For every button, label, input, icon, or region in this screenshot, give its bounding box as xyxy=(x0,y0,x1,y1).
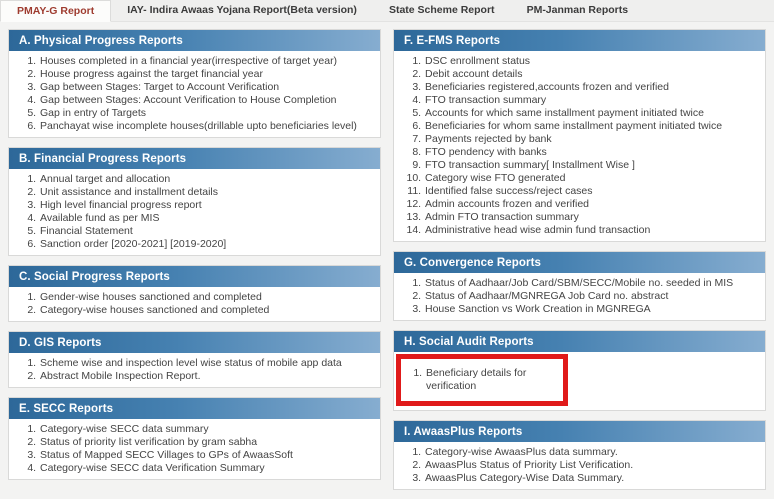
report-link[interactable]: 1. Annual target and allocation xyxy=(39,173,372,186)
report-link[interactable]: 12. Admin accounts frozen and verified xyxy=(424,198,757,211)
section-a-title: A. Physical Progress Reports xyxy=(9,30,380,51)
report-link[interactable]: 2. Status of priority list verification by gram sabha xyxy=(39,436,372,449)
report-link[interactable]: 8. FTO pendency with banks xyxy=(424,146,757,159)
tab-pm-janman-reports[interactable]: PM-Janman Reports xyxy=(526,4,629,16)
section-awaasplus-reports xyxy=(393,420,766,490)
section-g-list xyxy=(398,277,757,316)
report-link[interactable]: 4. Category-wise SECC data Verification Summary xyxy=(39,462,372,475)
section-b-list xyxy=(13,173,372,251)
report-link[interactable]: 3. AwaasPlus Category-Wise Data Summary. xyxy=(424,472,757,485)
section-d-list xyxy=(13,357,372,383)
section-physical-progress-reports xyxy=(8,29,381,138)
report-link[interactable]: 1. Scheme wise and inspection level wise status of mobile app data xyxy=(39,357,372,370)
section-social-progress-reports xyxy=(8,265,381,322)
report-link[interactable]: 4. Gap between Stages: Account Verification to House Completion xyxy=(39,94,372,107)
right-column xyxy=(393,29,766,499)
section-h-list xyxy=(401,367,561,393)
report-link[interactable]: 2. Category-wise houses sanctioned and completed xyxy=(39,304,372,317)
report-link-beneficiary-details[interactable]: 1. Beneficiary details for verification xyxy=(425,367,561,393)
section-secc-reports xyxy=(8,397,381,480)
section-i-title: I. AwaasPlus Reports xyxy=(394,421,765,442)
section-g-title: G. Convergence Reports xyxy=(394,252,765,273)
left-column xyxy=(8,29,381,499)
section-c-title: C. Social Progress Reports xyxy=(9,266,380,287)
report-link[interactable]: 1. Category-wise SECC data summary xyxy=(39,423,372,436)
report-link[interactable]: 13. Admin FTO transaction summary xyxy=(424,211,757,224)
report-link[interactable]: 9. FTO transaction summary[ Installment Wise ] xyxy=(424,159,757,172)
red-highlight-box xyxy=(396,354,568,406)
report-link[interactable]: 7. Payments rejected by bank xyxy=(424,133,757,146)
report-link[interactable]: 5. Gap in entry of Targets xyxy=(39,107,372,120)
report-link[interactable]: 4. FTO transaction summary xyxy=(424,94,757,107)
report-link[interactable]: 6. Panchayat wise incomplete houses(drillable upto beneficiaries level) xyxy=(39,120,372,133)
section-a-list xyxy=(13,55,372,133)
report-link[interactable]: 14. Administrative head wise admin fund transaction xyxy=(424,224,757,237)
report-link[interactable]: 10. Category wise FTO generated xyxy=(424,172,757,185)
report-link[interactable]: 2. Status of Aadhaar/MGNREGA Job Card no. abstract xyxy=(424,290,757,303)
report-link[interactable]: 1. Category-wise AwaasPlus data summary. xyxy=(424,446,757,459)
report-link[interactable]: 3. House Sanction vs Work Creation in MGNREGA xyxy=(424,303,757,316)
report-content xyxy=(0,22,774,499)
report-link[interactable]: 6. Beneficiaries for whom same installment payment initiated twice xyxy=(424,120,757,133)
section-c-list xyxy=(13,291,372,317)
report-link[interactable]: 3. High level financial progress report xyxy=(39,199,372,212)
report-link[interactable]: 5. Accounts for which same installment payment initiated twice xyxy=(424,107,757,120)
section-b-title: B. Financial Progress Reports xyxy=(9,148,380,169)
section-gis-reports xyxy=(8,331,381,388)
section-i-list xyxy=(398,446,757,485)
report-link[interactable]: 2. AwaasPlus Status of Priority List Verification. xyxy=(424,459,757,472)
section-efms-reports xyxy=(393,29,766,242)
tab-iay-report[interactable]: IAY- Indira Awaas Yojana Report(Beta version) xyxy=(127,4,357,16)
section-financial-progress-reports xyxy=(8,147,381,256)
section-convergence-reports xyxy=(393,251,766,321)
section-h-title: H. Social Audit Reports xyxy=(394,331,765,352)
report-link[interactable]: 3. Gap between Stages: Target to Account Verification xyxy=(39,81,372,94)
report-link[interactable]: 5. Financial Statement xyxy=(39,225,372,238)
section-f-list xyxy=(398,55,757,237)
report-link[interactable]: 2. Debit account details xyxy=(424,68,757,81)
report-link[interactable]: 1. Houses completed in a financial year(irrespective of target year) xyxy=(39,55,372,68)
section-d-title: D. GIS Reports xyxy=(9,332,380,353)
report-link[interactable]: 2. Unit assistance and installment details xyxy=(39,186,372,199)
report-link[interactable]: 11. Identified false success/reject cases xyxy=(424,185,757,198)
report-link[interactable]: 6. Sanction order [2020-2021] [2019-2020] xyxy=(39,238,372,251)
section-e-title: E. SECC Reports xyxy=(9,398,380,419)
section-f-title: F. E-FMS Reports xyxy=(394,30,765,51)
report-link[interactable]: 1. Status of Aadhaar/Job Card/SBM/SECC/Mobile no. seeded in MIS xyxy=(424,277,757,290)
report-link[interactable]: 1. Gender-wise houses sanctioned and completed xyxy=(39,291,372,304)
section-e-list xyxy=(13,423,372,475)
report-link[interactable]: 1. DSC enrollment status xyxy=(424,55,757,68)
report-tab-bar xyxy=(0,0,774,22)
section-social-audit-reports xyxy=(393,330,766,411)
report-link[interactable]: 3. Beneficiaries registered,accounts frozen and verified xyxy=(424,81,757,94)
report-link[interactable]: 4. Available fund as per MIS xyxy=(39,212,372,225)
report-link[interactable]: 2. House progress against the target financial year xyxy=(39,68,372,81)
tab-pmayg-report[interactable]: PMAY-G Report xyxy=(0,0,111,22)
tab-state-scheme-report[interactable]: State Scheme Report xyxy=(388,4,495,16)
report-link[interactable]: 3. Status of Mapped SECC Villages to GPs of AwaasSoft xyxy=(39,449,372,462)
report-link[interactable]: 2. Abstract Mobile Inspection Report. xyxy=(39,370,372,383)
